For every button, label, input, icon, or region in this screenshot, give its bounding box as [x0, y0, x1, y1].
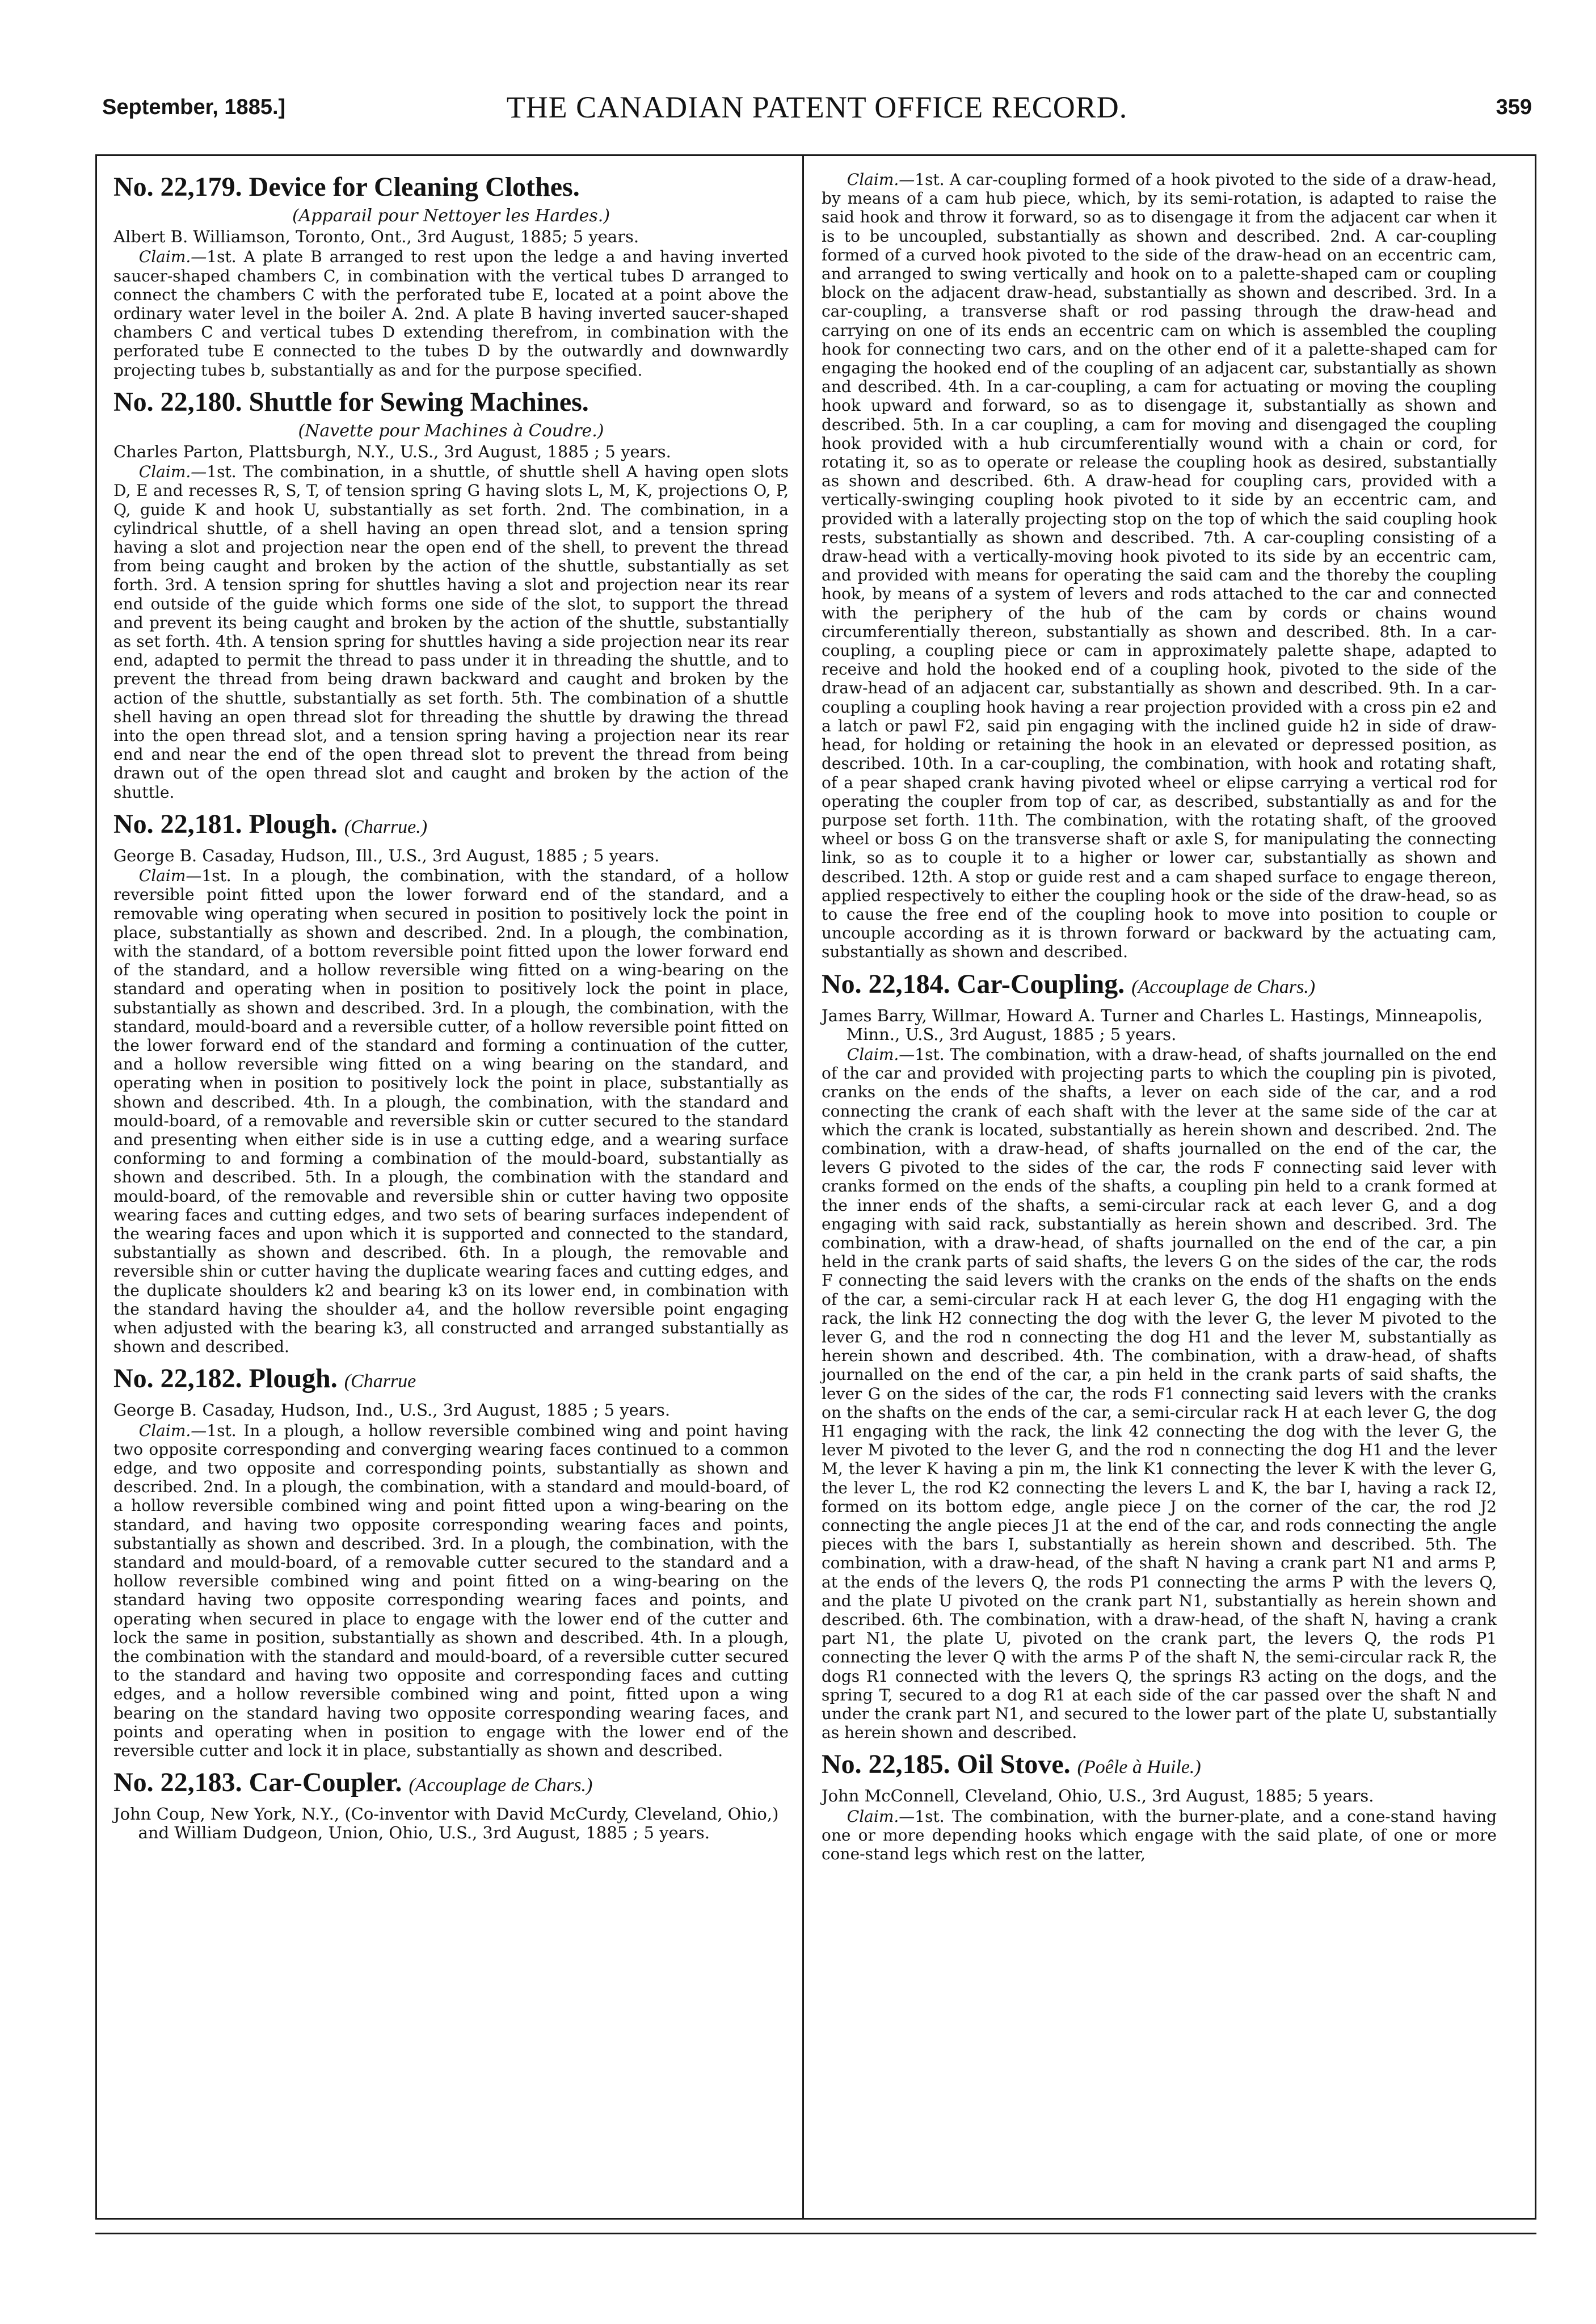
claim-body: 1st. In a plough, the combination, with the standard, of a hollow reversible point fitted upon the lower forward end of the standard, and a removable wing operating when secured in position to positively lock the point in place, substantially as shown and described. 2nd. In a plough, the combination, with the standard, of a bottom reversible point fitted upon the lower forward end of the standard, and a hollow reversible wing fitted on a wing-bearing on the standard and operating when in position to positively lock the point in place, substantially as shown and described. 3rd. In a plough, the combination, with the standard, mould-board and a reversible cutter, of a hollow reversible point fitted on the lower forward end of the standard and forming a continuation of the cutter, and a hollow reversible wing fitted on a wing bearing on the standard, and operating when in position to positively lock the point in place, substantially as shown and described. 4th. In a plough, the combination, with the standard and mould-board, of a removable and reversible skin or cutter secured to the standard and presenting when either side is in use a cutting edge, and a wearing surface conforming to and forming a combination of the mould-board, substantially as shown and described. 5th. In a plough, the combination with the standard and mould-board, of the removable and reversible shin or cutter having two opposite wearing faces and cutting edges, and two sets of bearing surfaces independent of the wearing faces and upon which it is supported and connected to the standard, substantially as shown and described. 6th. In a plough, the removable and reversible shin or cutter having the duplicate wearing faces and cutting edges, and the duplicate shoulders k2 and bearing k3 on its lower end, in combination with the standard having the shoulder a4, and the hollow reversible point engaging when adjusted with the bearing k3, all constructed and arranged substantially as shown and described. — [113, 866, 789, 1357]
claim-text — [113, 462, 789, 802]
patent-title — [822, 1748, 1497, 1784]
claim-text — [113, 1421, 789, 1761]
patent-number: No. 22,183. — [113, 1767, 242, 1798]
patent-number: No. 22,179. — [113, 172, 242, 202]
claim-body: 1st. A car-coupling formed of a hook pivoted to the side of a draw-head, by means of a cam hub piece, which, by its semi-rotation, is adapted to raise the said hook and throw it forward, so as to disengage it from the adjacent car when it is to be uncoupled, substantially as shown and described. 2nd. A car-coupling formed of a curved hook pivoted to the side of the draw-head on an eccentric cam, and arranged to swing vertically and hook on to a palette-shaped cam or coupling block on the adjacent draw-head, substantially as shown and described. 3rd. In a car-coupling, a transverse shaft or rod passing through the draw-head and carrying on one of its ends an eccentric cam on which is assembled the coupling hook for connecting two cars, and on the other end of it a palette-shaped cam for engaging the hooked end of the coupling of an adjacent car, substantially as shown and described. 4th. In a car-coupling, a cam for actuating or moving the coupling hook upward and forward, so as to disengage it, substantially as shown and described. 5th. In a car coupling, a cam for moving and disengaged the coupling hook provided with a hub circumferentially wound with a chain or cord, for rotating it, so as to operate or release the coupling hook as desired, substantially as shown and described. 6th. A draw-head for coupling cars, provided with a vertically-swinging coupling hook pivoted to it side by an eccentric cam, and provided with a laterally projecting stop on the top of which the said coupling hook rests, substantially as shown and described. 7th. A car-coupling consisting of a draw-head with a vertically-moving hook pivoted to its side by an eccentric cam, and provided with means for operating the said cam and the thoreby the coupling hook, by means of a system of levers and rods attached to the car and connected with the periphery of the hub of the cam by cords or chains wound circumferentially thereon, substantially as shown and described. 8th. In a car-coupling, a coupling piece or cam in approximately palette shape, adapted to receive and hold the hooked end of a coupling hook, pivoted to the side of the draw-head of an adjacent car, substantially as shown and described. 9th. In a car-coupling a coupling hook having a rear projection provided with a cross pin e2 and a latch or pawl F2, said pin engaging with the inclined guide h2 in side of draw-head, for holding or retaining the hook in an elevated or depressed position, as described. 10th. In a car-coupling, the combination, with hook and rotating shaft, of a pear shaped crank having pivoted wheel or elipse carrying a vertical rod for operating the coupler from top of car, as described, substantially as and for the purpose set forth. 11th. The combination, with the rotating shaft, of the grooved wheel or boss G on the transverse shaft or axle S, for manipulating the connecting link, so as to couple it to a higher or lower car, substantially as shown and described. 12th. A stop or guide rest and a cam shaped surface to engage thereon, applied respectively to either the coupling hook or the side of the draw-head, so as to cause the free end of the coupling hook to move into position to couple or uncouple according as it is thrown forward or backward by the actuating cam, substantially as shown and described. — [822, 170, 1497, 962]
claim-label: Claim.— — [847, 1807, 915, 1826]
french-title: (Apparail pour Nettoyer les Hardes.) — [292, 206, 610, 226]
patent-entry-22180 — [113, 385, 789, 802]
right-column — [822, 170, 1497, 1869]
header-date: September, 1885.] — [102, 95, 286, 119]
french-title: (Navette pour Machines à Coudre.) — [298, 420, 604, 441]
inventor-line: James Barry, Willmar, Howard A. Turner and Charles L. Hastings, Minneapolis, Minn., U.S., 3rd August, 1885 ; 5 years. — [822, 1005, 1483, 1044]
claim-body: 1st. The combination, with a draw-head, of shafts journalled on the end of the car and provided with projecting parts to which the coupling pin is pivoted, cranks on the ends of the shafts, a lever on each side of the car, and a rod connecting the crank of each shaft with the lever at the same side of the car at which the crank is located, substantially as herein shown and described. 2nd. The combination, with a draw-head, of shafts journalled on the end of the car, the levers G pivoted to the sides of the car, the rods F connecting said lever with cranks formed on the ends of the shafts, a coupling pin held to a crank formed at the inner ends of the shafts, a semi-circular rack at each lever G, and a dog engaging with said rack, substantially as herein shown and described. 3rd. The combination, with a draw-head, of shafts journalled on the end of the car, a pin held in the crank parts of said shafts, the levers G on the sides of the car, the rods F connecting the said levers with the cranks on the ends of the shafts on the ends of the car, a semi-circular rack H at each lever G, the dog H1 engaging with the rack, the link H2 connecting the dog with the lever G, the lever M pivoted to the lever G, and the rod n connecting the dog H1 and the lever M, substantially as herein shown and described. 4th. The combination, with a draw-head, of shafts journalled on the end of the car, a pin held in the crank parts of said shafts, the lever G on the sides of the car, the rods F1 connecting said levers with the cranks on the shafts on the ends of the car, a semi-circular rack H at each lever G, the dog H1 engaging with the rack, the link 42 connecting the dog with the lever G, the lever M pivoted to the lever G, and the rod n connecting the dog H1 and the lever M, the lever K having a pin m, the link K1 connecting the lever K with the lever G, the lever L, the rod K2 connecting the levers L and K, the bar I, having a rack I2, formed on its bottom edge, angle piece J on the corner of the car, the rod J2 connecting the angle pieces J1 at the end of the car, and rods connecting the angle pieces with the bars I, substantially as herein shown and described. 5th. The combination, with a draw-head, of the shaft N having a crank part N1 and arms P, at the ends of the levers Q, the rods P1 connecting the arms P with the levers Q, and the plate U pivoted on the crank part N1, substantially as herein shown and described. 6th. The combination, with a draw-head, of the shaft N, having a crank part N1, the plate U, pivoted on the crank part, the levers Q, the rods P1 connecting the lever Q with the arms P of the shaft N, the semi-circular rack R, the dogs R1 connected with the levers Q, the springs R3 acting on the dogs, and the spring T, secured to a dog R1 at each side of the car passed over the shaft N and under the crank part N1, and secured to the lower part of the plate U, substantially as herein shown and described. — [822, 1045, 1497, 1742]
patent-number: No. 22,184. — [822, 969, 950, 999]
patent-entry-22181 — [113, 807, 789, 1356]
patent-entry-22182 — [113, 1362, 789, 1760]
patent-title — [113, 1362, 789, 1399]
page-header — [102, 85, 1532, 130]
patent-name: Oil Stove. — [957, 1749, 1071, 1780]
french-title: (Charrue — [344, 1371, 416, 1392]
claim-label: Claim.— — [138, 462, 207, 482]
patent-name: Plough. — [249, 1363, 338, 1394]
inventor-line: John McConnell, Cleveland, Ohio, U.S., 3rd August, 1885; 5 years. — [822, 1786, 1374, 1806]
patent-number: No. 22,182. — [113, 1363, 242, 1394]
claim-label: Claim— — [138, 866, 202, 886]
claim-label: Claim.— — [847, 1045, 915, 1064]
inventor-line: John Coup, New York, N.Y., (Co-inventor with David McCurdy, Cleveland, Ohio,) and William Dudgeon, Union, Ohio, U.S., 3rd August, 1885 ; 5 years. — [113, 1804, 779, 1843]
patent-name: Car-Coupling. — [957, 969, 1125, 999]
patent-title — [113, 170, 789, 204]
header-title: THE CANADIAN PATENT OFFICE RECORD. — [506, 90, 1128, 124]
claim-body: 1st. A plate B arranged to rest upon the ledge a and having inverted saucer-shaped chambers C, in combination with the vertical tubes D arranged to connect the chambers C with the perforated tube E, located at a point above the ordinary water level in the boiler A. 2nd. A plate B having inverted saucer-shaped chambers C and vertical tubes D extending therefrom, in combination with the perforated tube E connected to the tubes D by the outwardly and downwardly projecting tubes b, substantially as and for the purpose specified. — [113, 247, 789, 380]
left-column — [113, 170, 789, 1849]
patent-title — [113, 807, 789, 844]
patent-number: No. 22,185. — [822, 1749, 950, 1780]
patent-title — [822, 967, 1497, 1004]
inventor-line: Albert B. Williamson, Toronto, Ont., 3rd August, 1885; 5 years. — [113, 227, 639, 247]
inventor-line: George B. Casaday, Hudson, Ill., U.S., 3rd August, 1885 ; 5 years. — [113, 845, 660, 865]
french-title: (Accouplage de Chars.) — [409, 1775, 593, 1796]
french-title: (Charrue.) — [344, 816, 428, 837]
claim-text — [113, 247, 789, 379]
claim-body: 1st. The combination, with the burner-plate, and a cone-stand having one or more depending hooks which engage with the said plate, of one or more cone-stand legs which rest on the latter, — [822, 1807, 1497, 1864]
patent-name: Car-Coupler. — [249, 1767, 402, 1798]
patent-entry-22184 — [822, 967, 1497, 1742]
patent-title — [113, 1766, 789, 1803]
patent-number: No. 22,180. — [113, 386, 242, 417]
claim-text — [822, 1045, 1497, 1742]
claim-label: Claim.— — [847, 170, 915, 189]
patent-name: Plough. — [249, 809, 338, 839]
patent-number: No. 22,181. — [113, 809, 242, 839]
claim-label: Claim.— — [138, 247, 207, 267]
patent-name: Device for Cleaning Clothes. — [249, 172, 580, 202]
bottom-rule — [95, 2233, 1536, 2234]
patent-entry-22185 — [822, 1748, 1497, 1863]
column-divider — [802, 154, 804, 2220]
claim-text — [822, 1807, 1497, 1864]
header-page-number: 359 — [1496, 95, 1532, 119]
patent-entry-22183 — [113, 1766, 789, 1842]
claim-label: Claim.— — [138, 1421, 207, 1440]
patent-entry-22179 — [113, 170, 789, 380]
claim-text — [113, 866, 789, 1356]
inventor-line: Charles Parton, Plattsburgh, N.Y., U.S., 3rd August, 1885 ; 5 years. — [113, 442, 671, 462]
patent-entry-22183-claims — [822, 170, 1497, 962]
claim-body: 1st. The combination, in a shuttle, of shuttle shell A having open slots D, E and recesses R, S, T, of tension spring G having slots L, M, K, projections O, P, Q, guide K and hook U, substantially as set forth. 2nd. The combination, in a cylindrical shuttle, of a shell having an open thread slot, and a tension spring having a slot and projection near the open end of the shell, to prevent the thread from being caught and broken by the action of the shuttle, substantially as set forth. 3rd. A tension spring for shuttles having a slot and projection near its rear end outside of the guide which forms one side of the slot, to support the thread and prevent its being caught and broken by the action of the shuttle, substantially as set forth. 4th. A tension spring for shuttles having a side projection near its rear end, adapted to permit the thread to pass under it in threading the shuttle, and to prevent the thread from being drawn backward and caught and broken by the action of the shuttle, substantially as set forth. 5th. The combination of a shuttle shell having an open thread slot for threading the shuttle by drawing the thread into the open thread slot, and a tension spring having a projection near its rear end and near the end of the open thread slot to prevent the thread from being drawn out of the open thread slot and caught and broken by the action of the shuttle. — [113, 462, 789, 802]
claim-body: 1st. In a plough, a hollow reversible combined wing and point having two opposite corresponding and converging wearing faces continued to a common edge, and two opposite and corresponding points, substantially as shown and described. 2nd. In a plough, the combination, with a standard and mould-board, of a hollow reversible combined wing and point fitted upon a wing-bearing on the standard, and having two opposite corresponding wearing faces and points, substantially as shown and described. 3rd. In a plough, the combination, with the standard and mould-board, of a removable cutter secured to the standard and a hollow reversible combined wing and point fitted on a wing-bearing on the standard having two opposite corresponding wearing faces and points, and operating when secured in place to engage with the lower end of the cutter and lock the same in position, substantially as shown and described. 4th. In a plough, the combination with the standard and mould-board, of a reversible cutter secured to the standard and having two opposite and corresponding faces and cutting edges, and a hollow reversible combined wing and point, fitted upon a wing bearing on the standard having two opposite corresponding wearing faces, and points and operating when in position to engage with the lower end of the reversible cutter and lock it in place, substantially as shown and described. — [113, 1421, 789, 1761]
french-title: (Poêle à Huile.) — [1077, 1757, 1201, 1778]
inventor-line: George B. Casaday, Hudson, Ind., U.S., 3rd August, 1885 ; 5 years. — [113, 1400, 671, 1420]
patent-title — [113, 385, 789, 419]
claim-text — [822, 170, 1497, 962]
french-title: (Accouplage de Chars.) — [1131, 976, 1316, 997]
patent-name: Shuttle for Sewing Machines. — [249, 386, 589, 417]
